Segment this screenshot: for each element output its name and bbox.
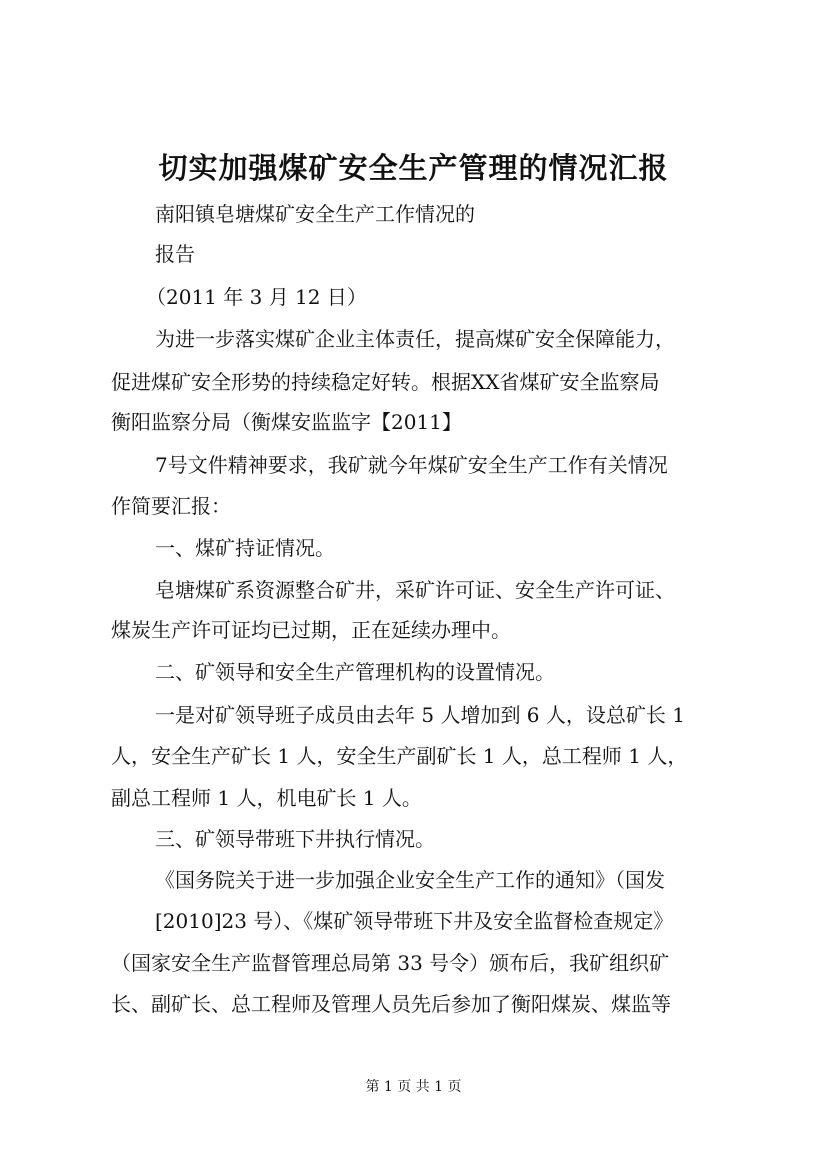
paragraph-line: 《国务院关于进一步加强企业安全生产工作的通知》（国发 [155, 868, 665, 892]
paragraph-line: 7号文件精神要求，我矿就今年煤矿安全生产工作有关情况 [155, 453, 668, 477]
section-heading-1: 一、煤矿持证情况。 [155, 536, 335, 560]
paragraph-line: 为进一步落实煤矿企业主体责任，提高煤矿安全保障能力， [155, 327, 675, 351]
paragraph-line: 副总工程师 1 人，机电矿长 1 人。 [111, 786, 422, 810]
section-heading-2: 二、矿领导和安全生产管理机构的设置情况。 [155, 660, 555, 684]
paragraph-line: 促进煤矿安全形势的持续稳定好转。根据XX省煤矿安全监察局 [111, 370, 660, 394]
paragraph-line: 皂塘煤矿系资源整合矿井，采矿许可证、安全生产许可证、 [155, 578, 675, 602]
paragraph-line: 衡阳监察分局（衡煤安监监字【2011】 [111, 410, 462, 434]
subtitle-line-2: 报告 [155, 242, 195, 266]
paragraph-line: （国家安全生产监督管理总局第 33 号令）颁布后，我矿组织矿 [111, 951, 670, 975]
section-heading-3: 三、矿领导带班下井执行情况。 [155, 827, 435, 851]
page-number-footer: 第 1 页 共 1 页 [365, 1079, 462, 1095]
paragraph-line: 作简要汇报： [111, 494, 231, 518]
date-line: （2011 年 3 月 12 日） [146, 285, 367, 309]
subtitle-line-1: 南阳镇皂塘煤矿安全生产工作情况的 [155, 202, 475, 226]
paragraph-line: 煤炭生产许可证均已过期，正在延续办理中。 [111, 618, 511, 642]
paragraph-line: 人，安全生产矿长 1 人，安全生产副矿长 1 人，总工程师 1 人， [111, 744, 688, 768]
paragraph-line: 一是对矿领导班子成员由去年 5 人增加到 6 人，设总矿长 1 [155, 703, 685, 727]
paragraph-line: [2010]23 号）、《煤矿领导带班下井及安全监督检查规定》 [155, 909, 674, 933]
paragraph-line: 长、副矿长、总工程师及管理人员先后参加了衡阳煤炭、煤监等 [111, 992, 671, 1016]
document-title: 切实加强煤矿安全生产管理的情况汇报 [158, 151, 669, 185]
